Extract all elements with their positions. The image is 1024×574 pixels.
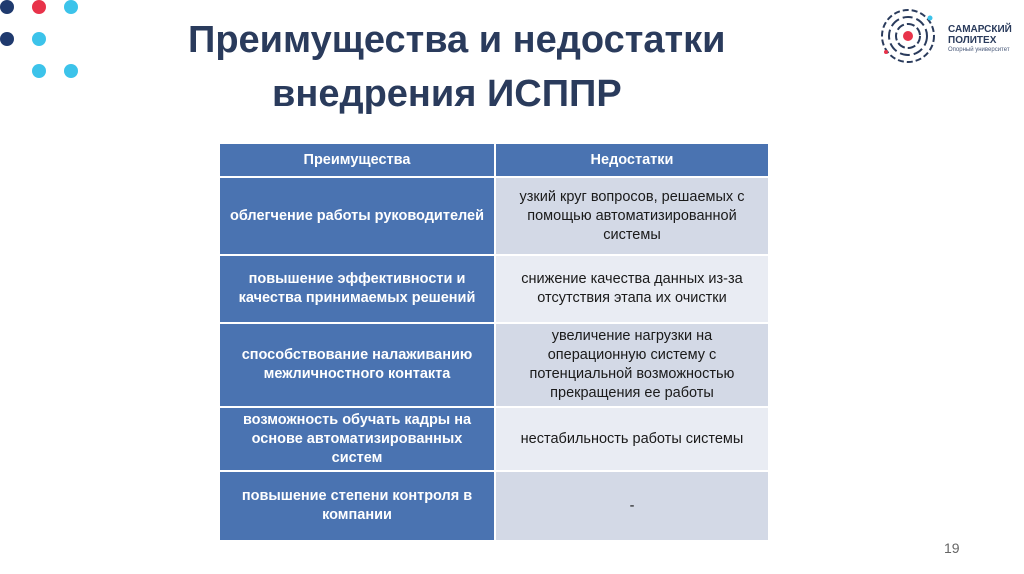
page-number: 19 — [944, 540, 960, 556]
disadvantage-cell: снижение качества данных из-за отсутствия этапа их очистки — [495, 255, 769, 323]
logo-emblem-icon — [878, 6, 942, 66]
table-row — [219, 407, 769, 471]
dot — [0, 0, 14, 14]
advantage-cell: повышение степени контроля в компании — [219, 471, 495, 541]
table-row — [219, 177, 769, 255]
disadvantage-cell: узкий круг вопросов, решаемых с помощью автоматизированной системы — [495, 177, 769, 255]
header-advantages: Преимущества — [219, 143, 495, 177]
dot — [64, 64, 78, 78]
dot — [32, 32, 46, 46]
title-line-2: внедрения ИСППР — [272, 73, 622, 115]
dot — [32, 0, 46, 14]
dot — [0, 32, 14, 46]
advantage-cell: повышение эффективности и качества принимаемых решений — [219, 255, 495, 323]
disadvantage-cell: увеличение нагрузки на операционную систему с потенциальной возможностью прекращения ее работы — [495, 323, 769, 407]
logo-name-line-2: ПОЛИТЕХ — [948, 35, 997, 46]
disadvantage-cell: - — [495, 471, 769, 541]
table-row — [219, 255, 769, 323]
comparison-table — [218, 142, 770, 542]
logo-tagline: Опорный университет — [948, 47, 1010, 53]
advantage-cell: облегчение работы руководителей — [219, 177, 495, 255]
disadvantage-cell: нестабильность работы системы — [495, 407, 769, 471]
header-disadvantages: Недостатки — [495, 143, 769, 177]
table-row — [219, 471, 769, 541]
logo-name-line-1: САМАРСКИЙ — [948, 24, 1012, 35]
dot — [32, 64, 46, 78]
table-row — [219, 323, 769, 407]
table-header-row — [219, 143, 769, 177]
advantage-cell: возможность обучать кадры на основе автоматизированных систем — [219, 407, 495, 471]
dot — [64, 0, 78, 14]
advantage-cell: способствование налаживанию межличностного контакта — [219, 323, 495, 407]
university-logo — [878, 6, 1018, 66]
title-line-1: Преимущества и недостатки — [188, 19, 726, 61]
